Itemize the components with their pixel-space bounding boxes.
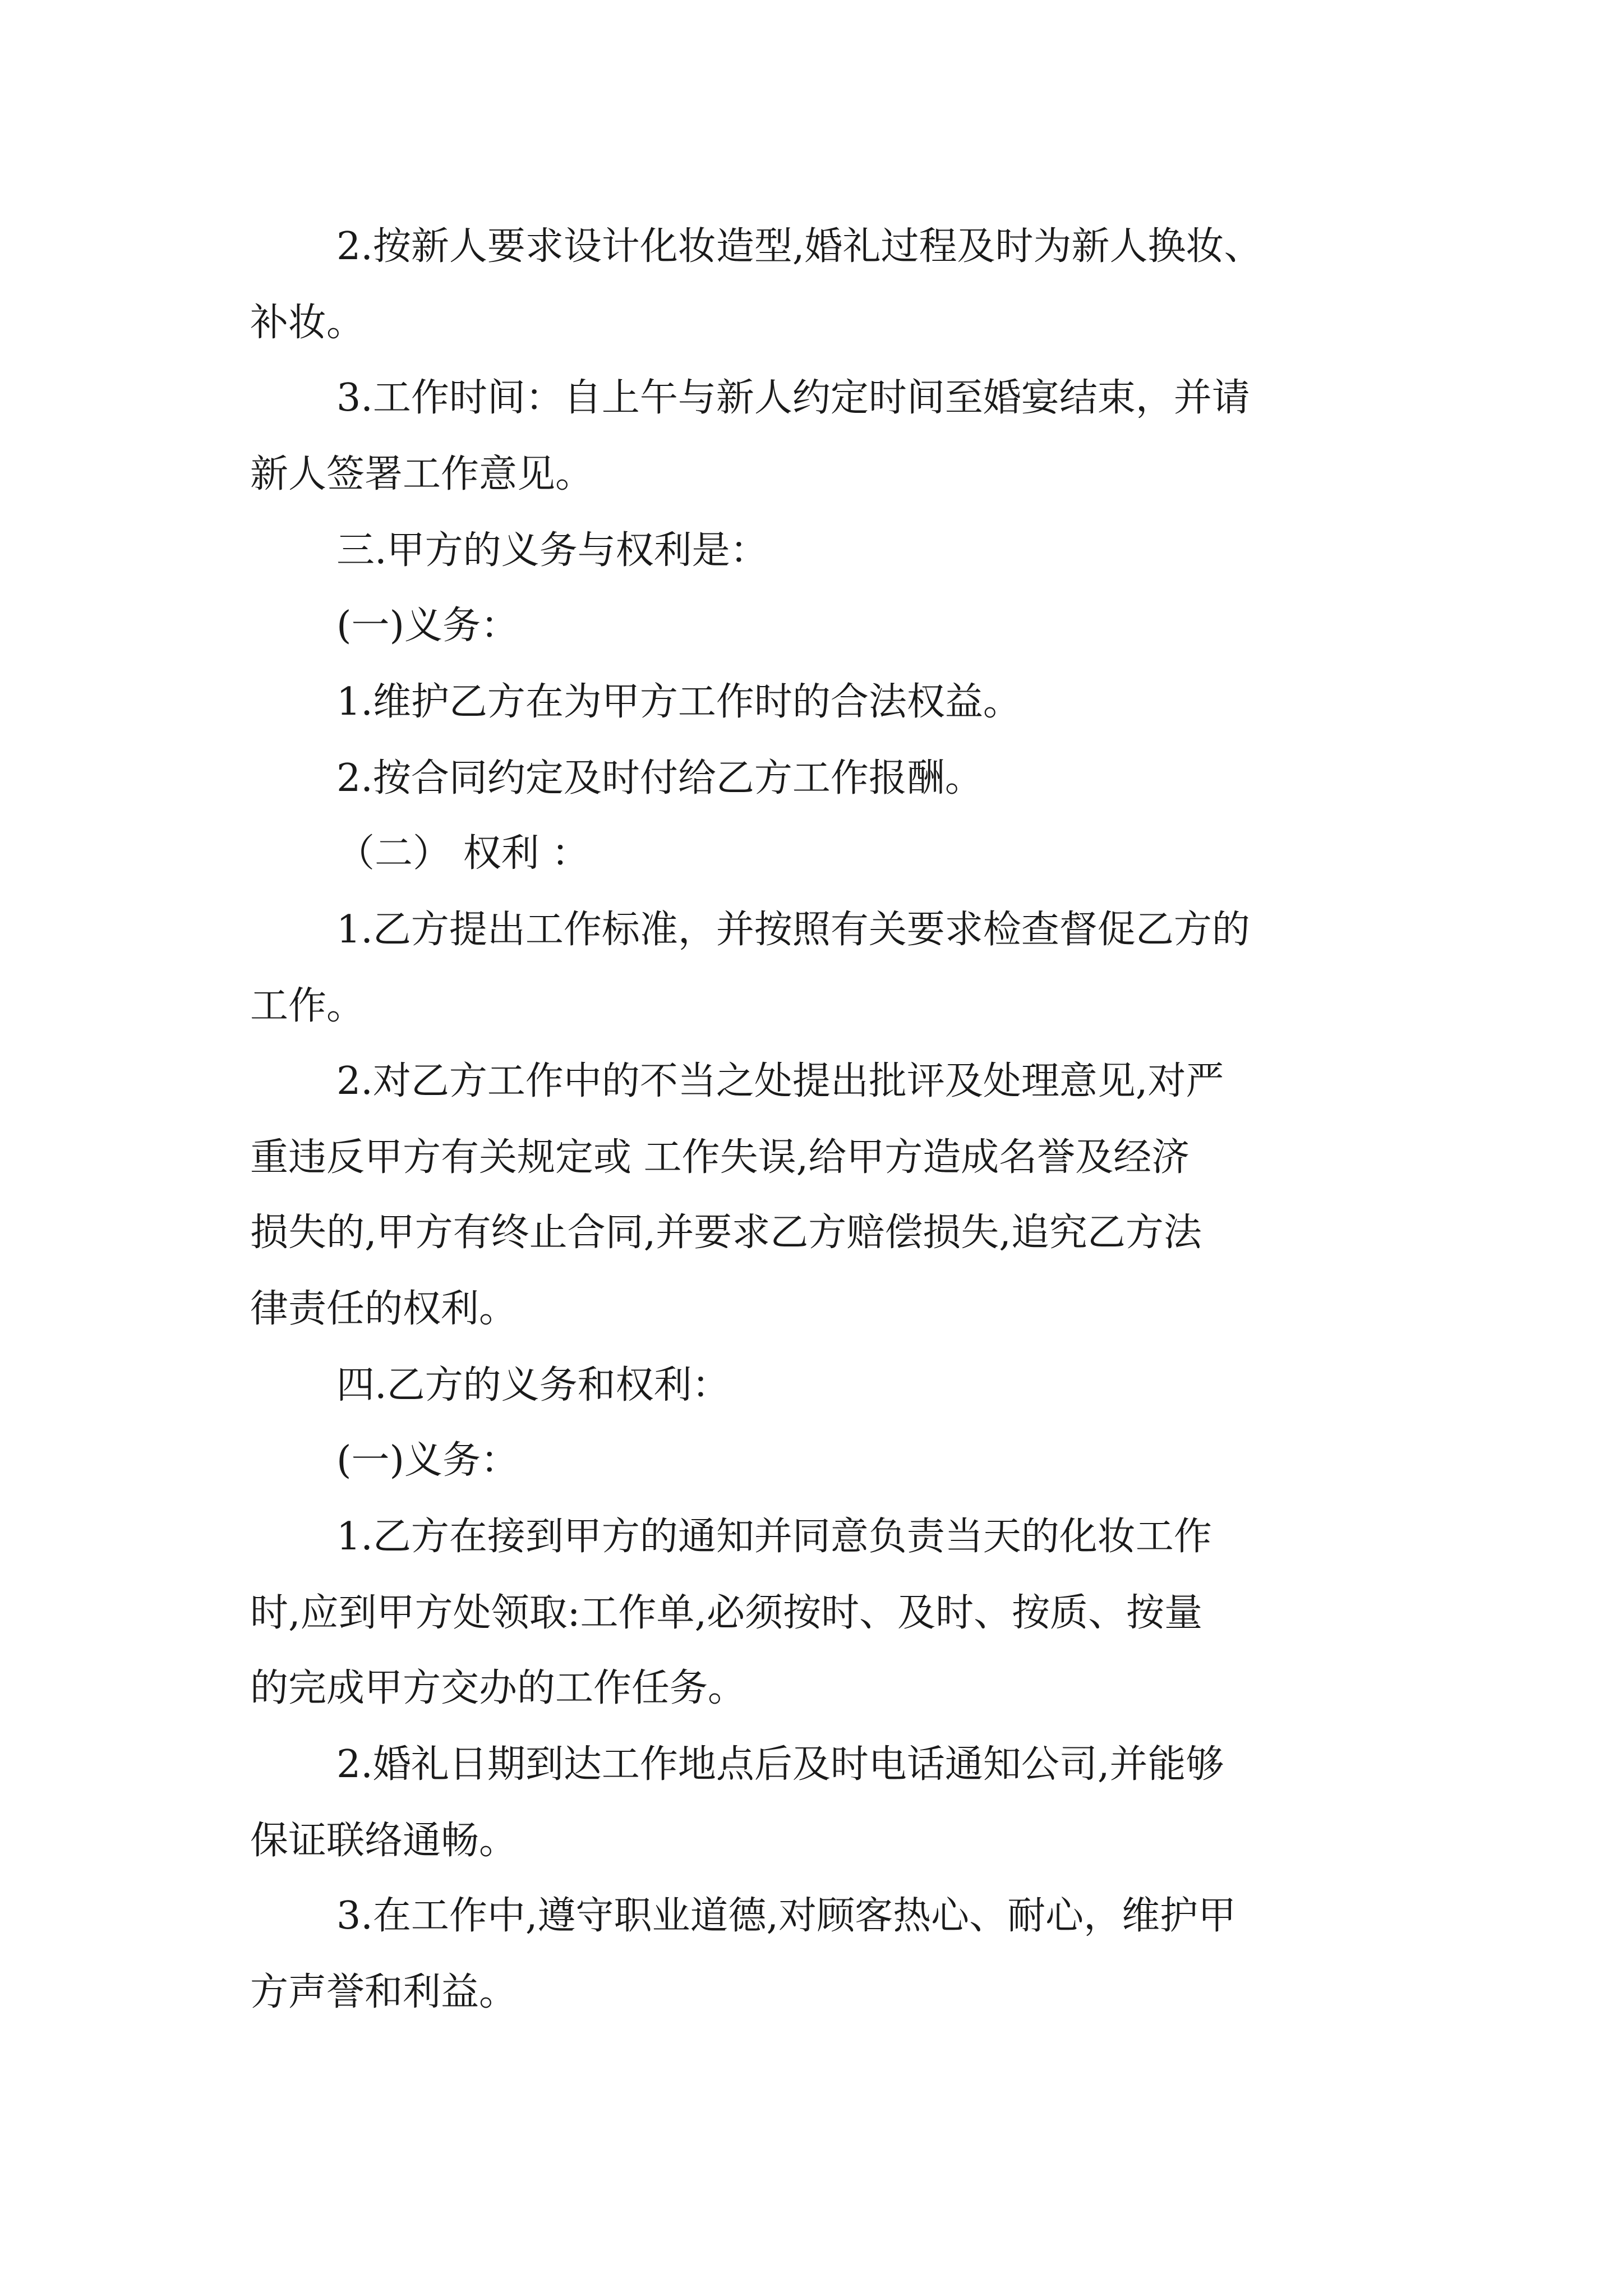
line-19: 时,应到甲方处领取:工作单,必须按时、及时、按质、按量	[250, 1591, 1203, 1635]
line-12: 2.对乙方工作中的不当之处提出批评及处理意见,对严	[336, 1059, 1224, 1103]
line-10: 1.乙方提出工作标准，并按照有关要求检查督促乙方的	[336, 908, 1250, 952]
line-24: 方声誉和利益。	[250, 1970, 518, 2014]
line-15: 律责任的权利。	[250, 1287, 518, 1331]
line-22: 保证联络通畅。	[250, 1819, 518, 1863]
line-23: 3.在工作中,遵守职业道德,对顾客热心、耐心，维护甲	[336, 1894, 1237, 1938]
line-6: (一)义务：	[336, 604, 519, 648]
line-2: 补妆。	[250, 301, 365, 345]
line-3: 3.工作时间：自上午与新人约定时间至婚宴结束，并请	[336, 376, 1250, 420]
line-17: (一)义务：	[336, 1438, 519, 1483]
line-11: 工作。	[250, 984, 365, 1028]
line-9: （二） 权利 ：	[336, 831, 590, 876]
line-4: 新人签署工作意见。	[250, 452, 594, 496]
line-1: 2.按新人要求设计化妆造型,婚礼过程及时为新人换妆、	[336, 224, 1262, 269]
line-18: 1.乙方在接到甲方的通知并同意负责当天的化妆工作	[336, 1515, 1212, 1559]
line-16: 四.乙方的义务和权利：	[336, 1363, 730, 1407]
line-8: 2.按合同约定及时付给乙方工作报酬。	[336, 756, 983, 800]
line-13: 重违反甲方有关规定或 工作失误,给甲方造成名誉及经济	[250, 1135, 1190, 1180]
line-14: 损失的,甲方有终止合同,并要求乙方赔偿损失,追究乙方法	[250, 1211, 1202, 1255]
line-5: 三.甲方的义务与权利是：	[336, 528, 768, 573]
line-21: 2.婚礼日期到达工作地点后及时电话通知公司,并能够	[336, 1742, 1224, 1787]
line-20: 的完成甲方交办的工作任务。	[250, 1666, 746, 1710]
line-7: 1.维护乙方在为甲方工作时的合法权益。	[336, 680, 1021, 724]
